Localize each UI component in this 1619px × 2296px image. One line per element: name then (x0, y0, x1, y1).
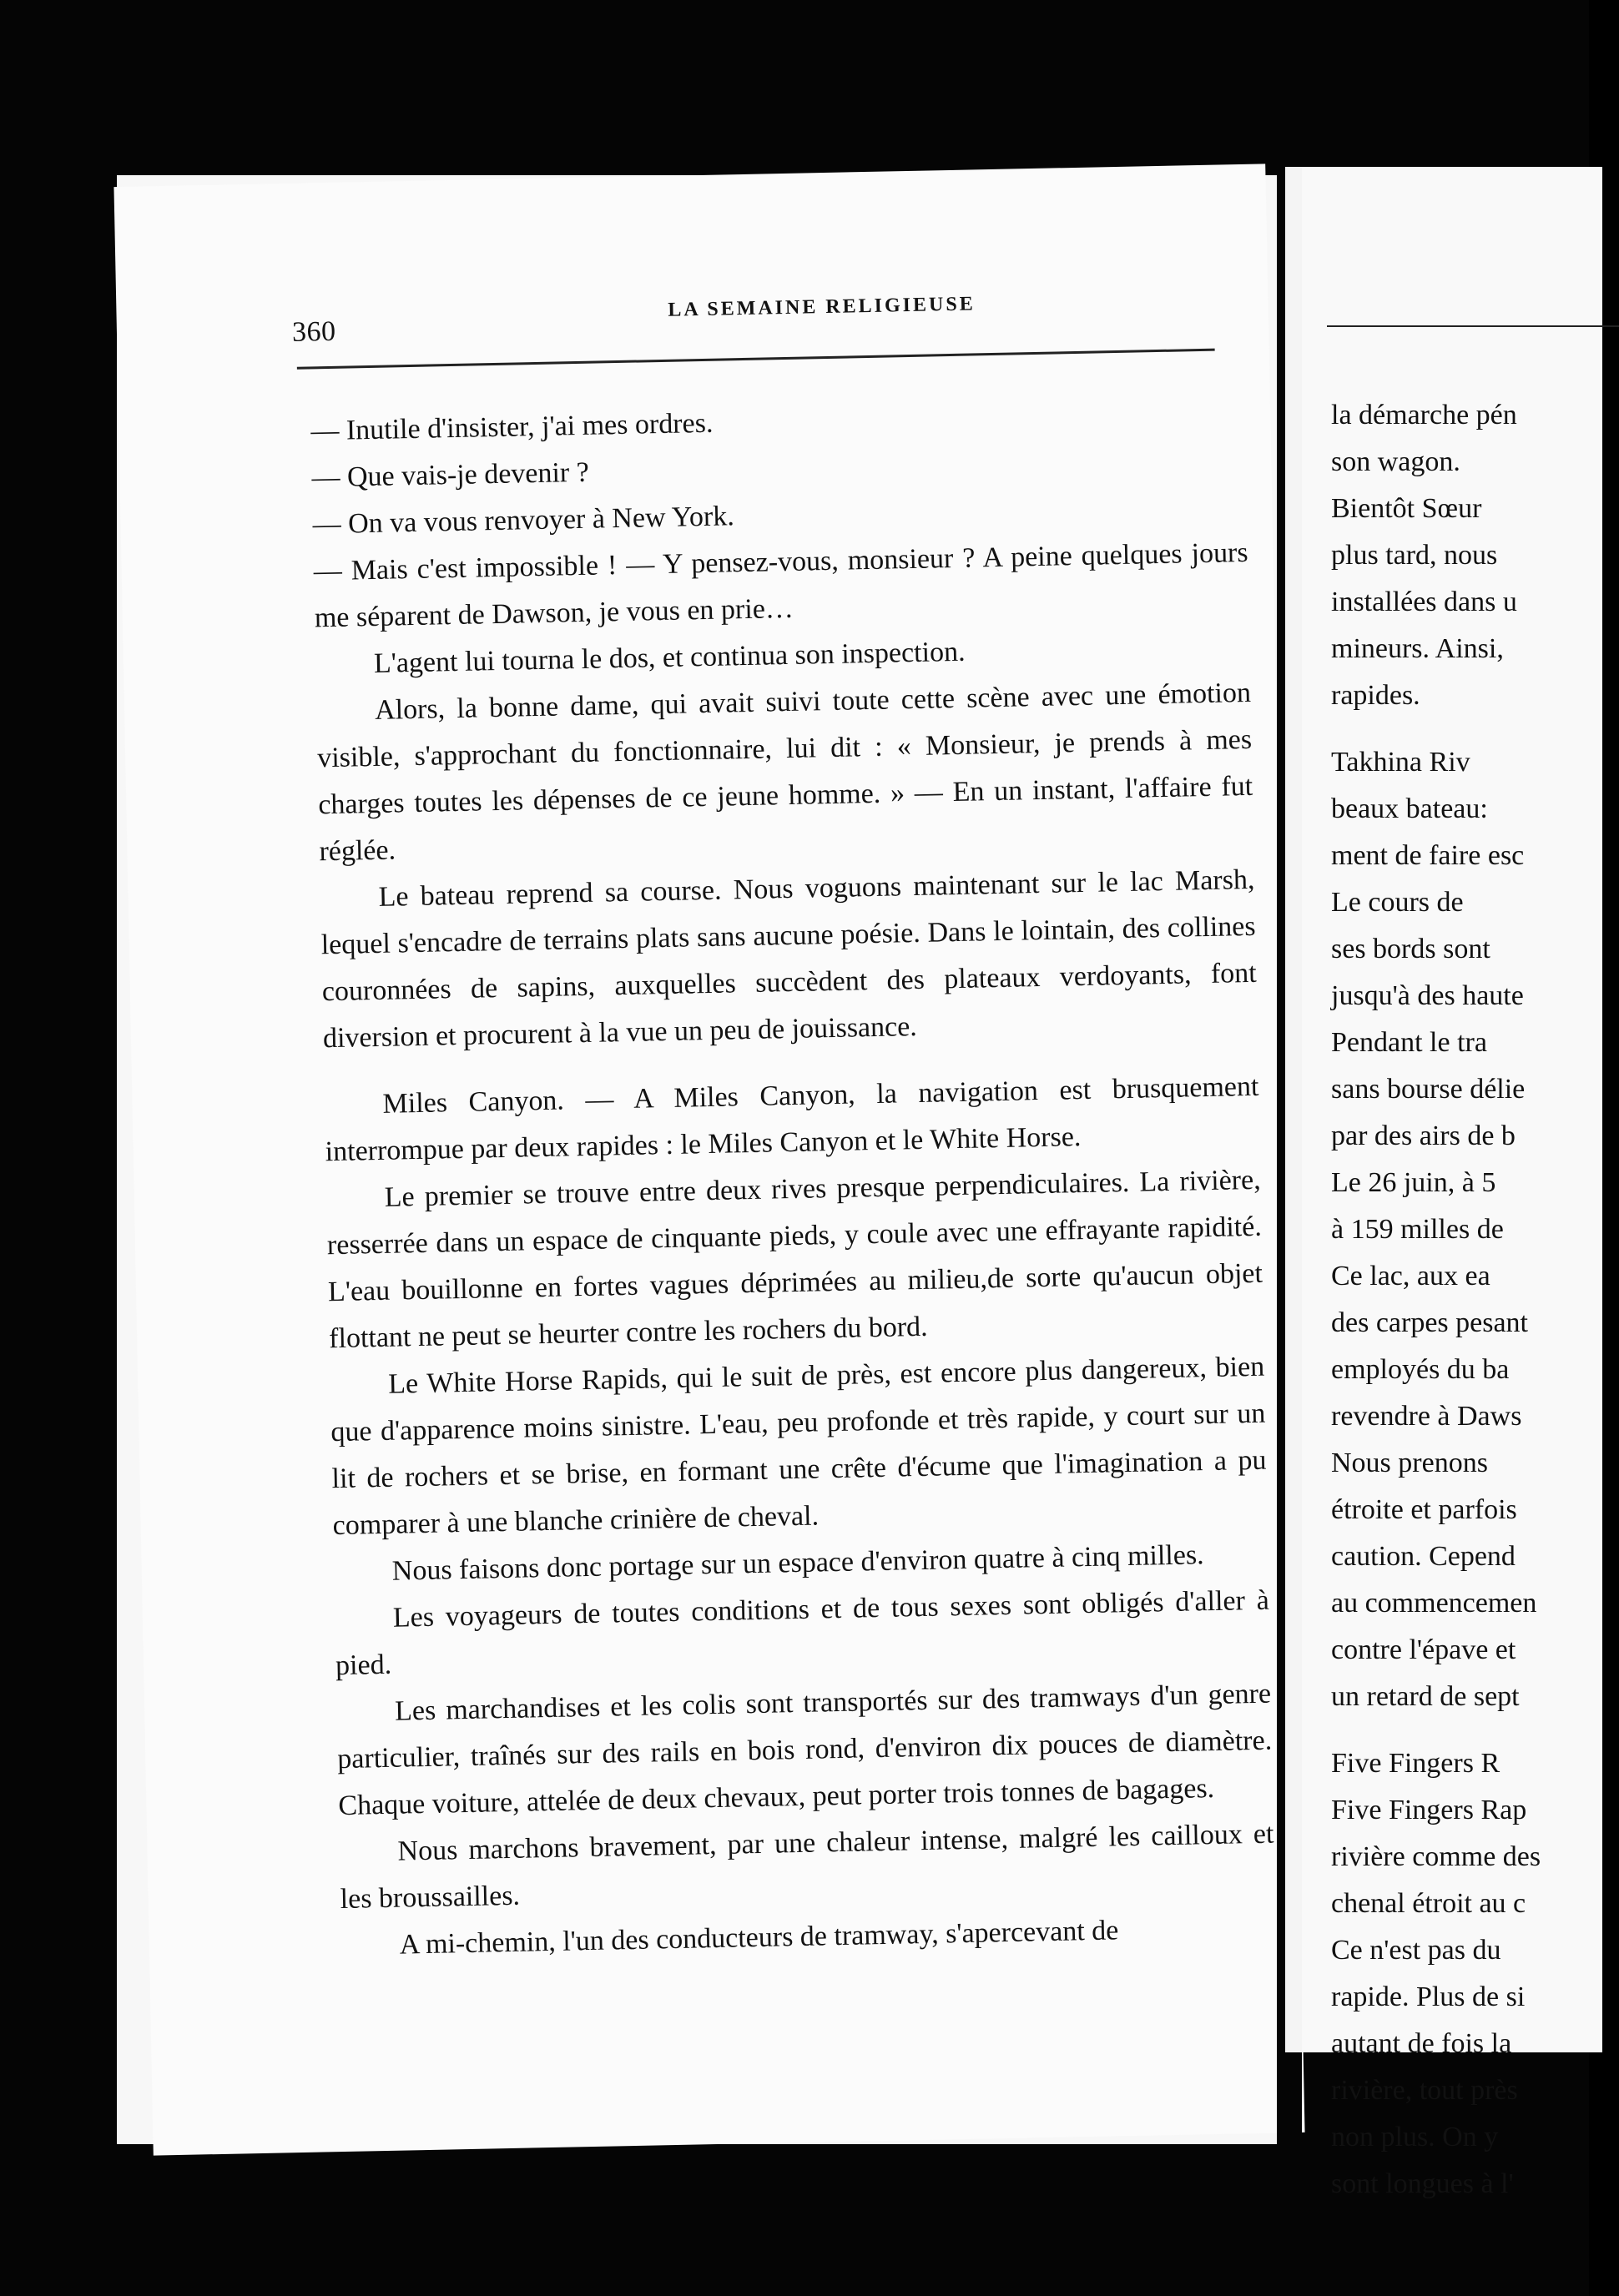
line: un retard de sept (1331, 1681, 1520, 1712)
paragraph: Le White Horse Rapids, qui le suit de près, est encore plus dangereux, bien que d'apparence moins sinistre. L'eau, peu profonde et très rapide, y court sur un lit de rochers et se brise, en formant une crête d'écume que l'imagination a pu comparer à une blanche crinière de cheval. (330, 1351, 1267, 1542)
line: ment de faire esc (1331, 840, 1525, 871)
line: ses bords sont (1331, 934, 1490, 964)
paragraph: Alors, la bonne dame, qui avait suivi toute cette scène avec une émotion visible, s'approchant du fonctionnaire, lui dit : « Monsieur, je prends à mes charges toutes les dépenses de ce jeune homme. » — En un instant, l'affaire fut réglée. (316, 677, 1253, 868)
line: Nous prenons (1331, 1448, 1488, 1478)
line: Five Fingers Rap (1331, 1795, 1527, 1825)
line: beaux bateau: (1331, 793, 1488, 824)
line: Five Fingers R (1331, 1748, 1500, 1779)
paragraph: Le bateau reprend sa course. Nous voguons maintenant sur le lac Marsh, lequel s'encadre de terrains plats sans aucune poésie. Dans le lointain, des collines couronnées de sapins, auxquelles succèdent des plateaux verdoyants, font diversion et procurent à la vue un peu de jouissance. (320, 864, 1258, 1055)
line: à 159 milles de (1331, 1214, 1504, 1245)
right-page (1302, 167, 1602, 2199)
header-rule (297, 349, 1215, 370)
line: caution. Cepend (1331, 1541, 1516, 1572)
right-page-text (1331, 392, 1598, 2208)
right-page-scan (1285, 167, 1589, 2199)
left-page-scan (117, 175, 1294, 2144)
line: employés du ba (1331, 1354, 1510, 1385)
line: Le cours de (1331, 887, 1464, 918)
line: installées dans u (1331, 587, 1517, 617)
line: jusqu'à des haute (1331, 980, 1524, 1011)
line: Takhina Riv (1331, 747, 1470, 778)
line: plus tard, nous (1331, 540, 1498, 571)
section-heading-paragraph: Miles Canyon. — A Miles Canyon, la navigation est brusquement interrompue par deux rapides : le Miles Canyon et le White Horse. (325, 1070, 1259, 1168)
line: rivière, tout près (1331, 2075, 1518, 2106)
left-page-text (310, 390, 1276, 1970)
line: chenal étroit au c (1331, 1888, 1526, 1919)
line: étroite et parfois (1331, 1494, 1517, 1525)
line: Bientôt Sœur (1331, 493, 1482, 524)
line: Le 26 juin, à 5 (1331, 1167, 1496, 1198)
line: revendre à Daws (1331, 1401, 1522, 1432)
page-number: 360 (291, 315, 336, 348)
line: contre l'épave et (1331, 1634, 1516, 1665)
line: la démarche pén (1331, 400, 1517, 430)
paragraph: Nous marchons bravement, par une chaleur intense, malgré les cailloux et les broussailles. (340, 1818, 1274, 1916)
paragraph: — On va vous renvoyer à New York. (312, 501, 735, 541)
line: des carpes pesant (1331, 1307, 1529, 1338)
line: son wagon. (1331, 446, 1460, 477)
line: au commencemen (1331, 1588, 1537, 1619)
line: non plus. On y (1331, 2122, 1499, 2152)
paragraph: — Mais c'est impossible ! — Y pensez-vous, monsieur ? A peine quelques jours me séparent de Dawson, je vous en prie… (313, 536, 1248, 634)
line: sont longues à l' (1331, 2168, 1514, 2199)
paragraph: Nous faisons donc portage sur un espace d'environ quatre à cinq milles. (391, 1539, 1204, 1587)
paragraph: Les marchandises et les colis sont transportés sur des tramways d'un genre particulier, traînés sur des rails en bois rond, d'environ dix pouces de diamètre. Chaque voiture, attelée de deux chevaux, peut porter trois tonnes de bagages. (336, 1678, 1273, 1822)
line: rapides. (1331, 680, 1420, 711)
running-head: LA SEMAINE RELIGIEUSE (668, 293, 976, 321)
line: rapide. Plus de si (1331, 1981, 1526, 2012)
line: Pendant le tra (1331, 1027, 1487, 1058)
paragraph: Les voyageurs de toutes conditions et de tous sexes sont obligés d'aller à pied. (335, 1584, 1270, 1682)
line: autant de fois la (1331, 2028, 1512, 2059)
paragraph: — Que vais-je devenir ? (311, 456, 590, 494)
paragraph: A mi-chemin, l'un des conducteurs de tramway, s'apercevant de (399, 1915, 1119, 1961)
right-header-rule (1327, 325, 1619, 327)
line: mineurs. Ainsi, (1331, 633, 1504, 664)
left-page (113, 164, 1304, 2155)
paragraph: L'agent lui tourna le dos, et continua son inspection. (373, 636, 966, 679)
line: par des airs de b (1331, 1120, 1516, 1151)
paragraph: — Inutile d'insister, j'ai mes ordres. (310, 407, 714, 447)
line: Ce n'est pas du (1331, 1935, 1501, 1966)
paragraph: Le premier se trouve entre deux rives presque perpendiculaires. La rivière, resserrée dans un espace de cinquante pieds, y coule avec une effrayante rapidité. L'eau bouillonne en fortes vagues déprimées au milieu,de sorte qu'aucun objet flottant ne peut se heurter contre les rochers du bord. (326, 1164, 1263, 1355)
line: Ce lac, aux ea (1331, 1261, 1490, 1292)
line: sans bourse délie (1331, 1074, 1526, 1105)
line: rivière comme des (1331, 1841, 1541, 1872)
